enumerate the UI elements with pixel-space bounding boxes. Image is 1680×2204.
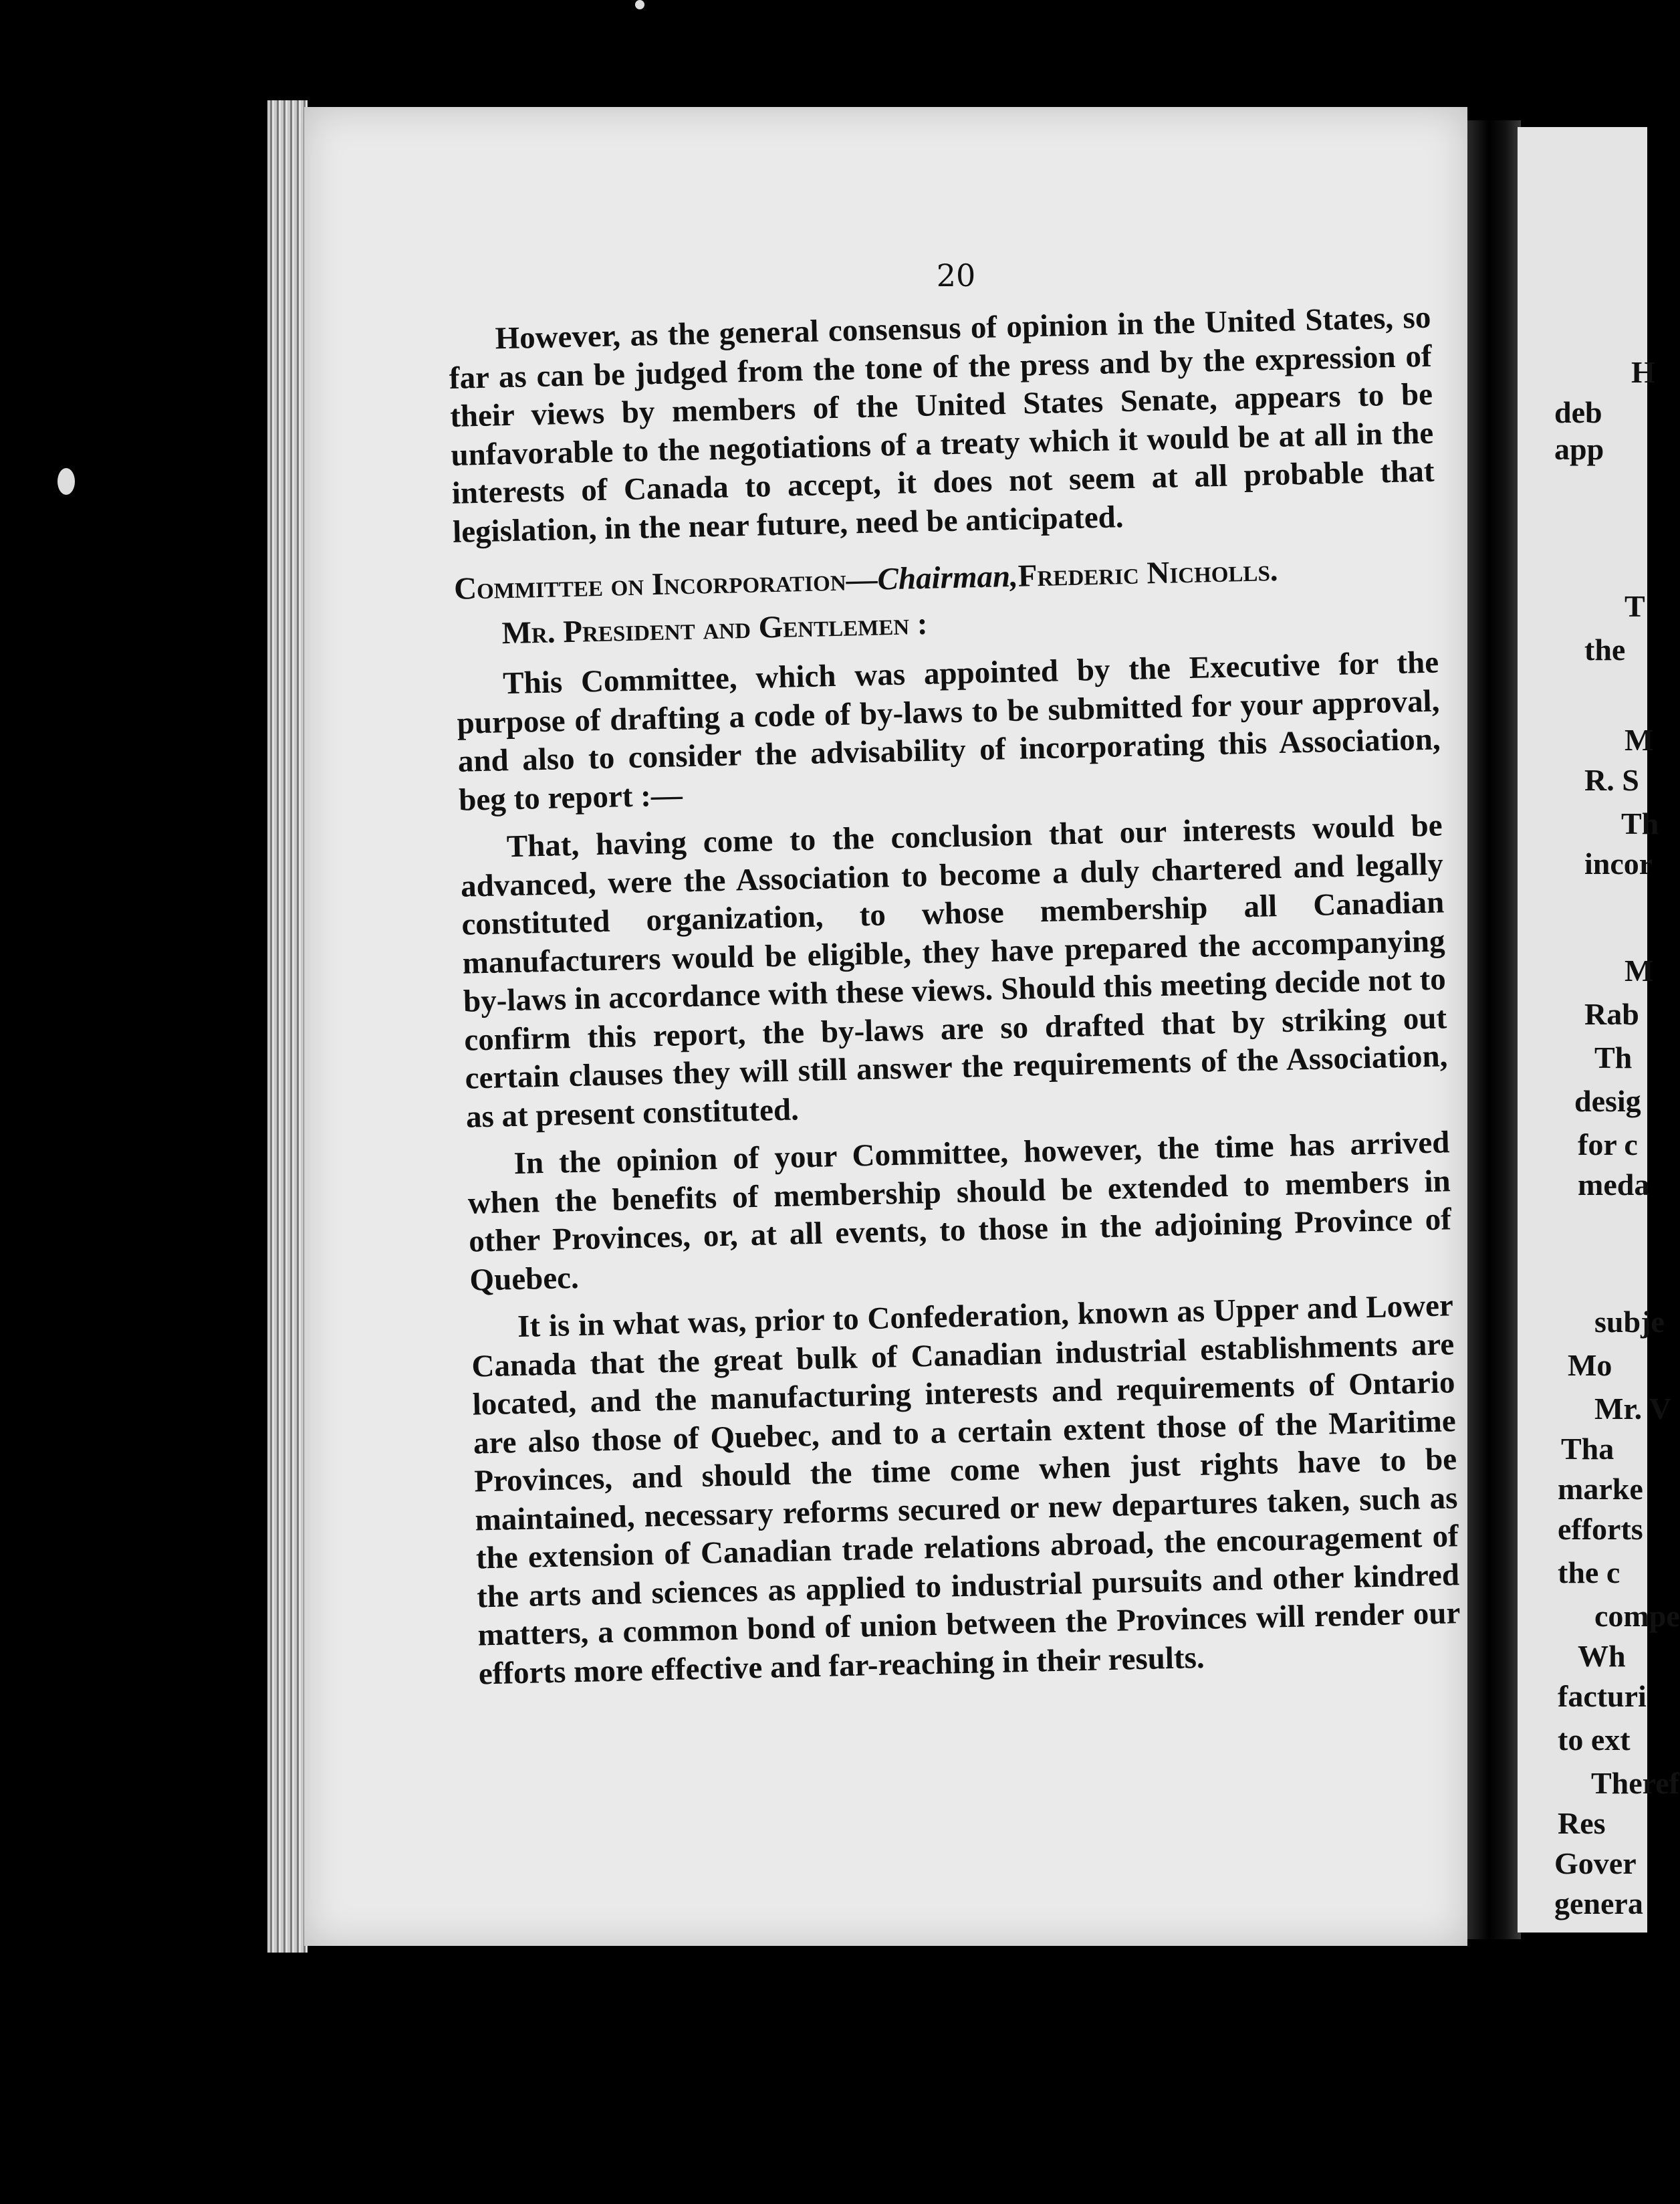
heading-separator: — [845,562,878,598]
paragraph-opinion: In the opinion of your Committee, however, the time has arrived when the benefits of membership should be extended to members in other Provinces, or, at all events, to those in the adjoining Province of Quebec. [467,1125,1452,1298]
paragraph-intro: However, as the general consensus of opinion in the United States, so far as can be judged from the tone of the press and by the expression of their views by members of the United States Senate, appears to be unfavorable to the negotiations of a treaty which it would be at all in the interests of Canada to accept, it does not seem at all probable that legislation, in the near future, need be anticipated. [449,300,1435,550]
right-page-line: marke [1558,1472,1643,1506]
salutation: Mr. President and Gentlemen : [501,606,928,651]
right-page-line: Tha [1561,1432,1614,1466]
scan-speck [635,0,644,9]
right-page-line: efforts [1558,1512,1643,1546]
right-page-line: app [1554,432,1604,466]
right-page-line: Rab [1584,997,1639,1031]
right-page-line: subje [1594,1305,1665,1339]
right-page-line: the [1584,633,1626,667]
right-page-line: compe [1594,1599,1680,1633]
right-page-line: incor [1584,847,1653,881]
right-page-line: facturi [1558,1679,1647,1713]
right-page-line: meda [1578,1168,1650,1202]
paragraph-confederation: It is in what was, prior to Confederation, known as Upper and Lower Canada that the great bulk of Canadian industrial establishments are located, and the manufacturing interests and requirements of Ontario are also those of Quebec, and to a certain extent those of the Maritime Provinces, and should the time come when just rights have to be maintained, necessary reforms secured or new departures taken, such as the extension of Canadian trade relations abroad, the encouragement of the arts and sciences as applied to industrial pursuits and other kindred matters, a common bond of union between the Provinces will render our efforts more effective and far-reaching in their results. [471,1288,1461,1691]
right-page-line: Mo [1568,1348,1612,1382]
right-page-line: H [1631,355,1655,389]
page-edges [267,100,308,1953]
page-number: 20 [936,257,976,294]
right-page-line: desig [1574,1084,1641,1118]
right-page-line: to ext [1558,1723,1631,1757]
right-page-line: Theref [1591,1766,1680,1800]
scan-speck [57,468,75,495]
right-page-line: T [1625,589,1645,623]
right-page-line: Th [1621,806,1659,841]
committee-title: Committee on Incorporation [453,562,847,607]
right-page-line: Res [1558,1806,1606,1840]
right-page-line: R. S [1584,763,1639,797]
right-page-line: Th [1594,1040,1633,1075]
right-page-line: deb [1554,395,1602,429]
paragraph-conclusion: That, having come to the conclusion that our interests would be advanced, were the Association to become a duly chartered and legally constituted organization, to whose membership all Canadian manufacturers would be eligible, they have prepared the accompanying by-laws in accordance with these views. Should this meeting decide not to confirm this report, the by-laws are so drafted that by striking out certain clauses they will still answer the requirements of the Association, as at present constituted. [460,808,1448,1135]
right-page-line: M [1625,723,1654,757]
right-page-line: M [1625,954,1654,988]
book-gutter [1467,120,1521,1939]
right-page-line: genera [1554,1886,1643,1920]
right-page-line: Gover [1554,1846,1637,1880]
chairman-name: Frederic Nicholls. [1017,552,1279,594]
text-column [448,299,1462,1703]
paragraph-report: This Committee, which was appointed by the Executive for the purpose of drafting a code of by-laws to be submitted for your approval, and also to consider the advisability of incorporating this Association, beg to report :— [457,645,1441,818]
right-page-line: Mr. V [1594,1392,1671,1426]
chairman-role: Chairman, [876,558,1019,597]
right-page-line: for c [1578,1127,1638,1162]
right-page-line: the c [1558,1555,1621,1589]
right-page-line: Wh [1578,1639,1626,1673]
